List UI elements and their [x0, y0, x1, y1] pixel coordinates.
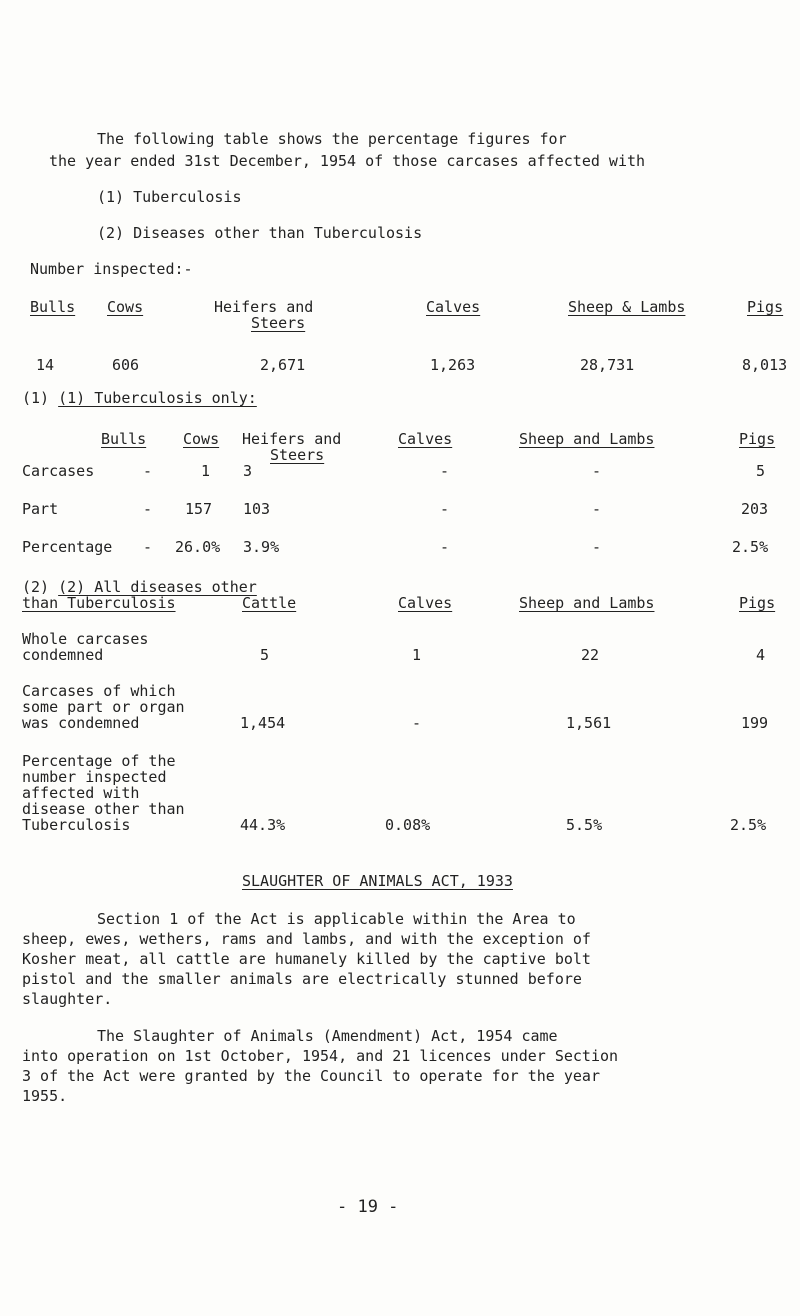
inspected-val-cows: 606: [112, 356, 140, 374]
other-row-pct-label-3: affected with: [22, 784, 140, 802]
other-row-whole-cattle: 5: [260, 646, 270, 664]
tb-row-part-heifers: 103: [243, 500, 271, 518]
act-para2-line2: into operation on 1st October, 1954, and 21 licences under Section: [22, 1047, 619, 1065]
other-row-part-cattle: 1,454: [240, 714, 286, 732]
inspected-col-sheep: Sheep & Lambs: [568, 298, 686, 316]
tb-col-calves: Calves: [398, 430, 453, 448]
other-row-pct-sheep: 5.5%: [566, 816, 603, 834]
tb-row-part-calves: -: [440, 500, 450, 518]
act-para2-line1: The Slaughter of Animals (Amendment) Act, 1954 came: [97, 1027, 558, 1045]
tb-col-sheep: Sheep and Lambs: [519, 430, 655, 448]
other-col-sheep: Sheep and Lambs: [519, 594, 655, 612]
other-row-whole-label-1: Whole carcases: [22, 630, 149, 648]
tb-row-carcases-heifers: 3: [243, 462, 253, 480]
act-para2-line4: 1955.: [22, 1087, 68, 1105]
intro-line-1: The following table shows the percentage figures for: [97, 130, 567, 148]
inspected-col-cows: Cows: [107, 298, 144, 316]
other-row-pct-cattle: 44.3%: [240, 816, 286, 834]
other-row-part-label-2: some part or organ: [22, 698, 185, 716]
tb-row-carcases-sheep: -: [592, 462, 602, 480]
other-row-part-label-1: Carcases of which: [22, 682, 176, 700]
tb-col-cows: Cows: [183, 430, 220, 448]
tb-col-heifers: Heifers and: [242, 430, 342, 448]
inspected-heading: Number inspected:-: [30, 260, 193, 278]
other-row-part-pigs: 199: [741, 714, 769, 732]
other-row-whole-sheep: 22: [581, 646, 600, 664]
intro-line-2: the year ended 31st December, 1954 of those carcases affected with: [49, 152, 646, 170]
tb-row-part-pigs: 203: [741, 500, 769, 518]
inspected-col-heifers-steers: Steers: [251, 314, 306, 332]
act-title: SLAUGHTER OF ANIMALS ACT, 1933: [242, 872, 513, 890]
inspected-col-heifers: Heifers and: [214, 298, 314, 316]
tb-row-percentage-bulls: -: [143, 538, 153, 556]
act-para1-line4: pistol and the smaller animals are electrically stunned before: [22, 970, 582, 988]
inspected-val-calves: 1,263: [430, 356, 476, 374]
inspected-col-calves: Calves: [426, 298, 481, 316]
other-row-pct-label-2: number inspected: [22, 768, 167, 786]
tb-row-part-label: Part: [22, 500, 59, 518]
tb-col-pigs: Pigs: [739, 430, 776, 448]
tb-row-carcases-calves: -: [440, 462, 450, 480]
other-row-whole-label-2: condemned: [22, 646, 104, 664]
inspected-val-sheep: 28,731: [580, 356, 635, 374]
tb-row-percentage-cows: 26.0%: [175, 538, 221, 556]
tb-row-carcases-cows: 1: [201, 462, 211, 480]
tb-col-bulls: Bulls: [101, 430, 147, 448]
other-col-calves: Calves: [398, 594, 453, 612]
tb-row-percentage-sheep: -: [592, 538, 602, 556]
tb-row-part-cows: 157: [185, 500, 213, 518]
other-row-pct-calves: 0.08%: [385, 816, 431, 834]
other-heading-line1: (2) All diseases other: [58, 578, 257, 596]
other-row-whole-pigs: 4: [756, 646, 766, 664]
tb-row-carcases-bulls: -: [143, 462, 153, 480]
tb-row-part-bulls: -: [143, 500, 153, 518]
act-para1-line1: Section 1 of the Act is applicable within the Area to: [97, 910, 576, 928]
inspected-val-heifers: 2,671: [260, 356, 306, 374]
act-para1-line3: Kosher meat, all cattle are humanely killed by the captive bolt: [22, 950, 591, 968]
other-row-pct-label-1: Percentage of the: [22, 752, 176, 770]
tb-row-percentage-calves: -: [440, 538, 450, 556]
act-para2-line3: 3 of the Act were granted by the Council to operate for the year: [22, 1067, 600, 1085]
intro-item-1: (1) Tuberculosis: [97, 188, 242, 206]
other-row-part-sheep: 1,561: [566, 714, 612, 732]
tb-row-part-sheep: -: [592, 500, 602, 518]
tb-col-heifers-steers: Steers: [270, 446, 325, 464]
other-row-pct-label-5: Tuberculosis: [22, 816, 131, 834]
tb-row-percentage-label: Percentage: [22, 538, 113, 556]
page-number: - 19 -: [337, 1197, 399, 1217]
tb-heading-text: (1) Tuberculosis only:: [58, 389, 257, 407]
tb-heading: (1) (1) Tuberculosis only:: [22, 389, 257, 407]
other-row-pct-label-4: disease other than: [22, 800, 185, 818]
other-row-part-label-3: was condemned: [22, 714, 140, 732]
other-row-pct-pigs: 2.5%: [730, 816, 767, 834]
other-row-part-calves: -: [412, 714, 422, 732]
other-heading: (2) (2) All diseases other: [22, 578, 257, 596]
tb-row-carcases-pigs: 5: [756, 462, 766, 480]
other-heading-line2: than Tuberculosis: [22, 594, 176, 612]
act-para1-line5: slaughter.: [22, 990, 113, 1008]
intro-item-2: (2) Diseases other than Tuberculosis: [97, 224, 423, 242]
tb-row-percentage-pigs: 2.5%: [732, 538, 769, 556]
inspected-val-pigs: 8,013: [742, 356, 788, 374]
inspected-val-bulls: 14: [36, 356, 55, 374]
inspected-col-pigs: Pigs: [747, 298, 784, 316]
other-col-pigs: Pigs: [739, 594, 776, 612]
tb-row-percentage-heifers: 3.9%: [243, 538, 280, 556]
inspected-col-bulls: Bulls: [30, 298, 76, 316]
act-para1-line2: sheep, ewes, wethers, rams and lambs, and with the exception of: [22, 930, 591, 948]
tb-row-carcases-label: Carcases: [22, 462, 95, 480]
other-row-whole-calves: 1: [412, 646, 422, 664]
other-col-cattle: Cattle: [242, 594, 297, 612]
